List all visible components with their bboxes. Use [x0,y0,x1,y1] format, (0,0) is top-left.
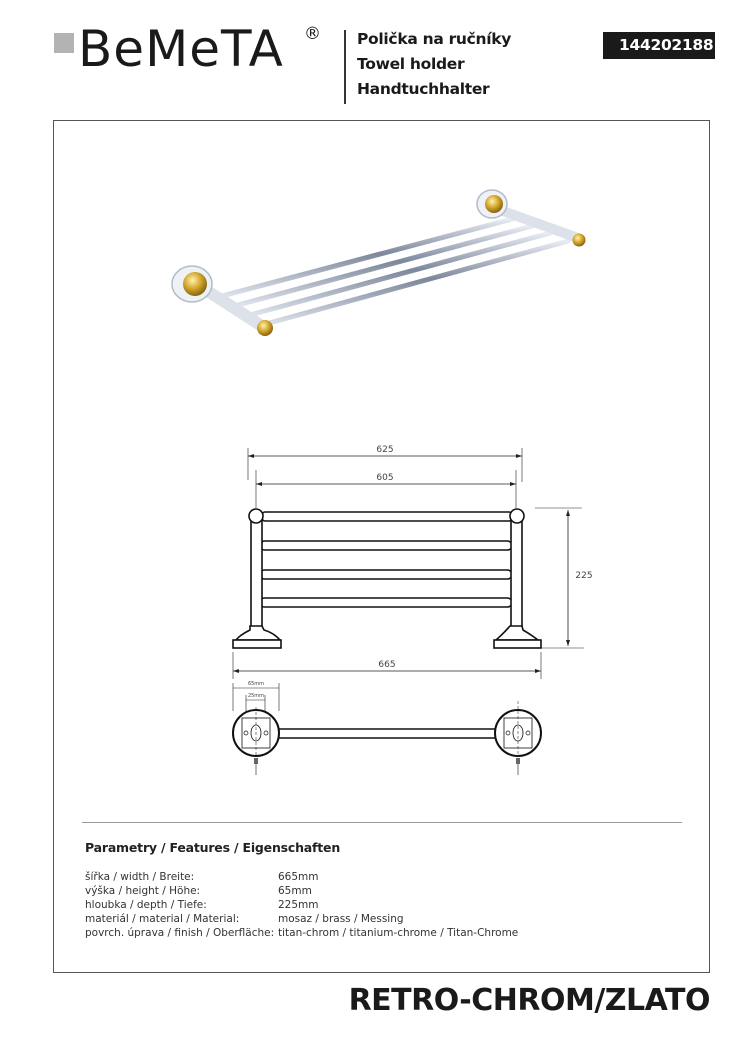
feature-label: povrch. úprava / finish / Oberfläche: [85,927,275,939]
feature-row [85,884,518,898]
feature-value: 65mm [278,885,312,897]
feature-label: materiál / material / Material: [85,913,240,925]
feature-value: titan-chrom / titanium-chrome / Titan-Chrome [278,927,519,939]
title-de: Handtuchhalter [357,80,490,98]
product-titles [357,27,511,102]
header-divider [344,30,346,104]
feature-row [85,870,518,884]
dim-665: 665 [378,660,396,670]
feature-value: 225mm [278,899,319,911]
dim-605: 605 [376,473,394,483]
logo-text: BeMeTA [78,20,284,78]
logo-square [54,33,74,53]
left-rosette-gold [183,272,207,296]
right-end-cap [573,234,586,247]
screw-left [254,758,258,764]
title-cz: Polička na ručníky [357,30,512,48]
title-en: Towel holder [357,55,465,73]
dim-625: 625 [376,445,394,455]
front-drawing [220,430,600,680]
bemeta-logo [50,20,330,78]
features-table [85,870,518,940]
dim-65mm: 65mm [247,681,265,687]
right-rosette-gold [485,195,503,213]
product-code: 144202188 [603,32,715,59]
feature-label: hloubka / depth / Tiefe: [85,899,207,911]
feature-label: šířka / width / Breite: [85,871,195,883]
left-arm [206,290,265,328]
features-title: Parametry / Features / Eigenschaften [85,840,341,855]
registered-mark: ® [304,24,321,44]
rack-outline [233,509,541,648]
feature-label: výška / height / Höhe: [85,885,201,897]
product-image [150,170,600,350]
collection-name: RETRO-CHROM/ZLATO [348,983,710,1018]
dim-225: 225 [575,571,593,581]
plan-drawing [220,675,550,780]
feature-value: mosaz / brass / Messing [278,913,404,925]
feature-row [85,926,518,940]
section-divider [82,822,682,823]
left-end-cap [257,320,273,336]
feature-row [85,912,518,926]
towel-bars [222,219,568,325]
screw-right [516,758,520,764]
feature-row [85,898,518,912]
feature-value: 665mm [278,871,319,883]
dim-25mm: 25mm [247,693,265,699]
